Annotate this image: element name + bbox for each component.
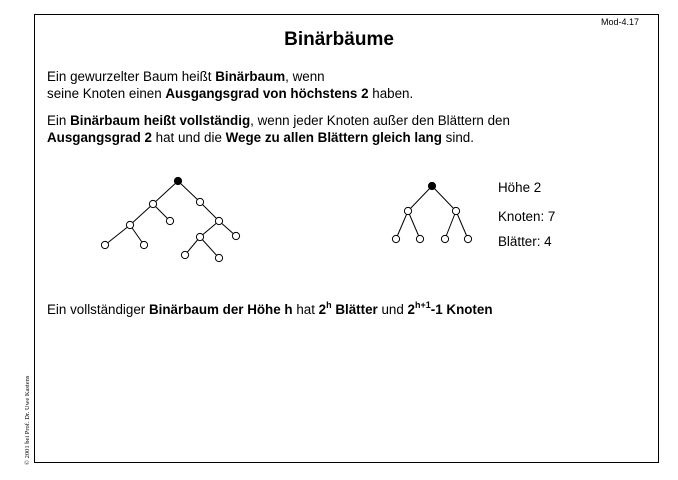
tree-leaf-node	[215, 254, 222, 261]
tree-leaf-node	[441, 235, 448, 242]
term-complete: Binärbaum heißt vollständig	[70, 113, 251, 128]
tree-root-node	[428, 182, 435, 189]
tree-node	[126, 221, 133, 228]
tree-node	[196, 233, 203, 240]
copyright-note: © 2001 bei Prof. Dr. Uwe Kastens	[24, 375, 31, 465]
tree-node	[149, 200, 156, 207]
tree-leaf-node	[101, 241, 108, 248]
tree-node	[404, 207, 411, 214]
definition-binary-tree: Ein gewurzelter Baum heißt Binärbaum, wenn seine Knoten einen Ausgangsgrad von höchstens 2 haben.	[47, 69, 414, 101]
tree-nodes-label: Knoten: 7	[498, 209, 556, 224]
term-binary-tree: Binärbaum	[215, 69, 286, 84]
page-title: Binärbäume	[284, 29, 394, 50]
term-outdegree: Ausgangsgrad von höchstens 2	[165, 86, 369, 101]
tree-leaf-node	[232, 232, 239, 239]
slide-id: Mod-4.17	[601, 17, 640, 27]
complete-tree-formula: Ein vollständiger Binärbaum der Höhe h hat 2$^h$ Blätter und $2^{h+1}-1$ Knoten	[47, 300, 493, 317]
tree-height-label: Höhe 2	[498, 180, 542, 195]
tree-node	[452, 207, 459, 214]
complete-binary-tree-example	[392, 182, 471, 242]
tree-leaf-node	[392, 235, 399, 242]
definition-complete-binary-tree: Ein Binärbaum heißt vollständig, wenn jeder Knoten außer den Blättern den Ausgangsgrad 2 hat und die Wege zu allen Blättern gleich lang sind.	[47, 113, 510, 145]
tree-leaf-node	[140, 241, 147, 248]
tree-node	[215, 217, 222, 224]
tree-leaves-label: Blätter: 4	[498, 234, 552, 249]
tree-leaf-node	[181, 251, 188, 258]
tree-leaf-node	[166, 217, 173, 224]
term-degree-2: Ausgangsgrad 2	[47, 130, 152, 145]
binary-tree-example	[101, 177, 239, 261]
tree-node	[196, 198, 203, 205]
tree-root-node	[174, 177, 181, 184]
term-equal-paths: Wege zu allen Blättern gleich lang	[225, 130, 442, 145]
tree-leaf-node	[416, 235, 423, 242]
tree-leaf-node	[464, 235, 471, 242]
